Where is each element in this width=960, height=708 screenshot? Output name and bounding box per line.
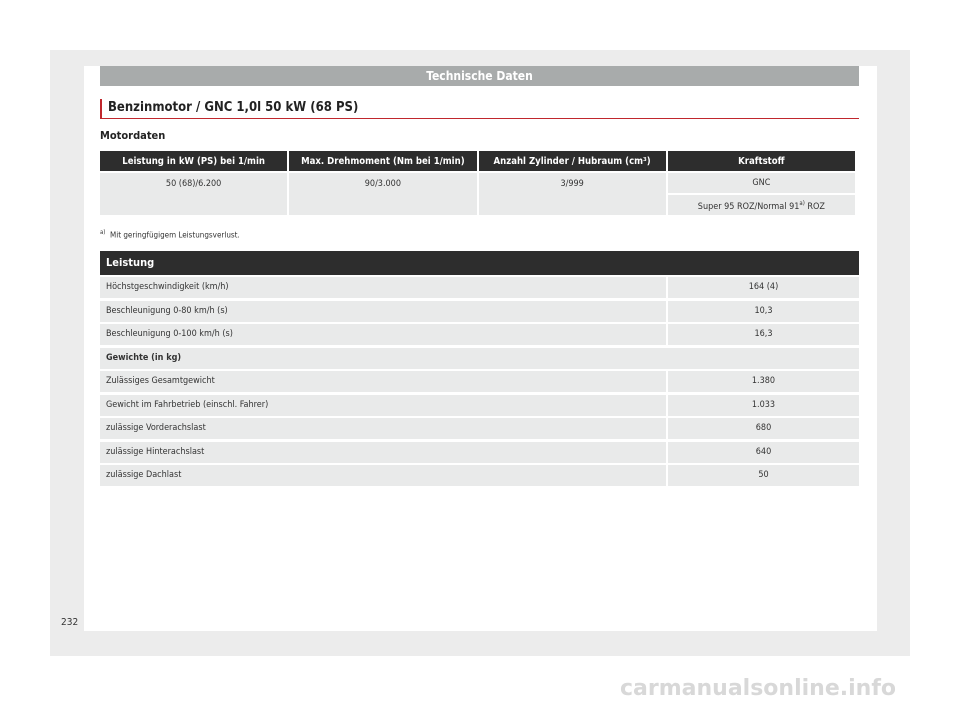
table-row <box>100 277 859 298</box>
row-label: Gewicht im Fahrbetrieb (einschl. Fahrer) <box>100 395 666 416</box>
row-value: 640 <box>668 442 859 463</box>
row-value: 16,3 <box>668 324 859 345</box>
row-label: Zulässiges Gesamtgewicht <box>100 371 666 392</box>
row-label: zulässige Dachlast <box>100 465 666 486</box>
col-drehmoment: Max. Drehmoment (Nm bei 1/min) <box>289 151 476 171</box>
row-label: zulässige Vorderachslast <box>100 418 666 439</box>
motordaten-table <box>98 149 857 217</box>
kraftstoff-benzin-suffix: ROZ <box>804 202 825 212</box>
kraftstoff-benzin-text: Super 95 ROZ/Normal 91 <box>697 202 800 212</box>
chapter-header: Technische Daten <box>100 66 859 86</box>
table-row <box>100 301 859 322</box>
table-row <box>100 395 859 416</box>
cell-zylinder: 3/999 <box>479 173 666 215</box>
footnote <box>100 229 240 240</box>
row-label: zulässige Hinterachslast <box>100 442 666 463</box>
row-value: 164 (4) <box>668 277 859 298</box>
footnote-marker: a) <box>100 229 106 236</box>
col-zylinder: Anzahl Zylinder / Hubraum (cm³) <box>479 151 666 171</box>
table-row <box>100 371 859 392</box>
footnote-text: Mit geringfügigem Leistungsverlust. <box>110 230 240 240</box>
row-label: Höchstgeschwindigkeit (km/h) <box>100 277 666 298</box>
table-row <box>100 324 859 345</box>
leistung-header: Leistung <box>100 251 859 275</box>
footnote-ref: a) <box>799 200 805 207</box>
table-row <box>100 465 859 486</box>
gewichte-title: Gewichte (in kg) <box>100 348 859 369</box>
col-leistung: Leistung in kW (PS) bei 1/min <box>100 151 287 171</box>
cell-drehmoment: 90/3.000 <box>289 173 476 215</box>
gewichte-group-row <box>100 348 859 369</box>
section-title: Benzinmotor / GNC 1,0l 50 kW (68 PS) <box>100 99 859 119</box>
row-value: 10,3 <box>668 301 859 322</box>
row-value: 680 <box>668 418 859 439</box>
page-number: 232 <box>61 617 79 628</box>
row-label: Beschleunigung 0-80 km/h (s) <box>100 301 666 322</box>
table-row <box>100 442 859 463</box>
table-row <box>100 418 859 439</box>
row-label: Beschleunigung 0-100 km/h (s) <box>100 324 666 345</box>
row-value: 1.380 <box>668 371 859 392</box>
row-value: 1.033 <box>668 395 859 416</box>
motordaten-title: Motordaten <box>100 129 166 142</box>
cell-leistung: 50 (68)/6.200 <box>100 173 287 215</box>
col-kraftstoff: Kraftstoff <box>668 151 855 171</box>
cell-kraftstoff-gnc: GNC <box>668 173 855 193</box>
cell-kraftstoff-benzin <box>668 195 855 215</box>
row-value: 50 <box>668 465 859 486</box>
watermark-logo: carmanualsonline.info <box>620 676 896 701</box>
leistung-table <box>100 251 859 489</box>
